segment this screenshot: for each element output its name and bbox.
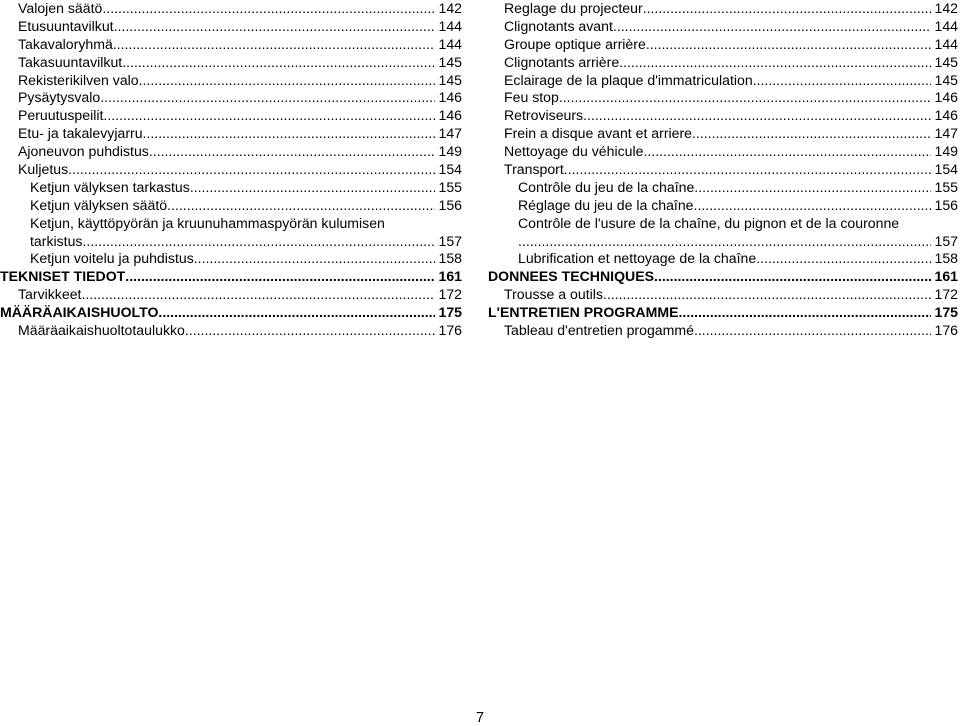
toc-entry-page: 144 xyxy=(934,35,958,52)
toc-entry-page: 146 xyxy=(438,107,462,124)
toc-section-heading xyxy=(0,304,462,322)
toc-entry xyxy=(488,143,958,161)
toc-entry-title: Groupe optique arrière xyxy=(504,35,646,52)
toc-entry-page: 155 xyxy=(438,178,462,195)
toc-entry-title: Tarvikkeet xyxy=(18,286,82,303)
toc-entry-page: 156 xyxy=(438,196,462,213)
toc-entry-page: 176 xyxy=(438,322,462,339)
toc-entry-title: Eclairage de la plaque d'immatriculation xyxy=(504,71,753,88)
toc-entry-page: 161 xyxy=(438,268,462,285)
toc-entry-title: Määräaikaishuoltotaulukko xyxy=(18,322,185,339)
toc-section-heading xyxy=(0,268,462,286)
toc-entry-page: 146 xyxy=(438,89,462,106)
toc-leader xyxy=(158,304,435,322)
toc-entry-page: 158 xyxy=(438,250,462,267)
toc-section-heading xyxy=(488,304,958,322)
toc-entry-title: Feu stop xyxy=(504,89,559,106)
toc-leader xyxy=(564,161,932,179)
toc-column-french xyxy=(488,0,958,340)
toc-leader xyxy=(643,0,932,18)
toc-leader xyxy=(143,125,436,143)
toc-entry-title: L'ENTRETIEN PROGRAMME xyxy=(488,304,679,321)
toc-entry-page: 172 xyxy=(438,286,462,303)
toc-leader xyxy=(68,161,435,179)
toc-entry-title: Ketjun voitelu ja puhdistus xyxy=(30,250,194,267)
toc-leader xyxy=(82,233,435,251)
toc-entry-title: Takasuuntavilkut xyxy=(18,53,123,70)
toc-entry-page: 147 xyxy=(934,125,958,142)
toc-entry-page: 157 xyxy=(438,232,462,249)
toc-entry-title: Frein a disque avant et arriere xyxy=(504,125,693,142)
toc-entry-title: Clignotants avant xyxy=(504,17,613,34)
toc-entry xyxy=(0,233,462,251)
toc-entry-title: Clignotants arrière xyxy=(504,53,620,70)
toc-entry xyxy=(488,54,958,72)
toc-entry-title: tarkistus xyxy=(30,232,83,249)
toc-entry xyxy=(0,89,462,107)
toc-entry xyxy=(488,233,958,251)
toc-leader xyxy=(139,72,436,90)
toc-leader xyxy=(756,250,931,268)
toc-entry xyxy=(0,161,462,179)
toc-leader xyxy=(113,36,436,54)
toc-leader xyxy=(643,143,931,161)
toc-leader xyxy=(694,179,931,197)
toc-leader xyxy=(125,268,435,286)
toc-entry xyxy=(0,322,462,340)
toc-entry-title: Lubrification et nettoyage de la chaîne xyxy=(518,250,757,267)
toc-leader xyxy=(122,54,435,72)
toc-entry xyxy=(0,72,462,90)
toc-entry xyxy=(0,125,462,143)
toc-entry-title: TEKNISET TIEDOT xyxy=(0,268,126,285)
toc-entry-page: 146 xyxy=(934,89,958,106)
toc-entry-wrapped-first-line xyxy=(0,215,462,233)
toc-entry-page: 154 xyxy=(438,161,462,178)
toc-entry xyxy=(488,322,958,340)
toc-entry-title: Etu- ja takalevyjarru xyxy=(18,125,143,142)
toc-entry xyxy=(0,179,462,197)
toc-entry-page: 145 xyxy=(438,71,462,88)
toc-entry xyxy=(488,36,958,54)
toc-leader xyxy=(694,197,932,215)
toc-entry xyxy=(0,197,462,215)
toc-entry xyxy=(488,250,958,268)
toc-leader xyxy=(694,322,932,340)
toc-leader xyxy=(518,233,931,251)
toc-entry-page: 175 xyxy=(934,304,958,321)
toc-entry xyxy=(0,250,462,268)
toc-entry-page: 147 xyxy=(438,125,462,142)
toc-entry-title: Contrôle du jeu de la chaîne xyxy=(518,178,695,195)
toc-entry-title: Ajoneuvon puhdistus xyxy=(18,143,149,160)
toc-section-heading xyxy=(488,268,958,286)
toc-entry-title: Ketjun välyksen tarkastus xyxy=(30,178,190,195)
toc-entry xyxy=(0,0,462,18)
toc-entry xyxy=(488,107,958,125)
toc-entry xyxy=(0,54,462,72)
toc-entry-page: 176 xyxy=(934,322,958,339)
toc-entry xyxy=(488,18,958,36)
toc-entry-page: 158 xyxy=(934,250,958,267)
toc-entry-page: 161 xyxy=(934,268,958,285)
toc-leader xyxy=(103,107,435,125)
toc-entry-page: 144 xyxy=(438,35,462,52)
toc-entry-title: Tableau d'entretien progammé xyxy=(504,322,694,339)
toc-entry xyxy=(488,72,958,90)
toc-entry-title: Contrôle de l'usure de la chaîne, du pignon et de la couronne xyxy=(518,214,900,231)
toc-entry xyxy=(488,89,958,107)
toc-entry xyxy=(488,125,958,143)
toc-leader xyxy=(583,107,931,125)
toc-entry-title: Pysäytysvalo xyxy=(18,89,101,106)
toc-entry-page: 142 xyxy=(438,0,462,16)
toc-entry-page: 155 xyxy=(934,178,958,195)
toc-entry-page: 142 xyxy=(934,0,958,16)
toc-entry-title: Etusuuntavilkut xyxy=(18,17,114,34)
toc-entry-title: Ketjun välyksen säätö xyxy=(30,196,168,213)
toc-entry xyxy=(0,36,462,54)
toc-entry xyxy=(488,0,958,18)
toc-leader xyxy=(613,18,932,36)
toc-entry-title: Takavaloryhmä xyxy=(18,35,113,52)
toc-leader xyxy=(194,250,436,268)
toc-entry-page: 144 xyxy=(438,17,462,34)
toc-leader xyxy=(190,179,436,197)
toc-entry-page: 149 xyxy=(934,143,958,160)
toc-entry xyxy=(488,197,958,215)
toc-leader xyxy=(185,322,436,340)
toc-entry-page: 145 xyxy=(934,53,958,70)
toc-leader xyxy=(679,304,932,322)
toc-leader xyxy=(167,197,435,215)
toc-entry-title: Retroviseurs xyxy=(504,107,584,124)
toc-entry xyxy=(0,286,462,304)
toc-entry-page: 144 xyxy=(934,17,958,34)
toc-leader xyxy=(692,125,931,143)
toc-entry-page: 175 xyxy=(438,304,462,321)
toc-leader xyxy=(654,268,931,286)
toc-leader xyxy=(646,36,932,54)
toc-leader xyxy=(559,89,932,107)
toc-entry xyxy=(0,18,462,36)
toc-entry-page: 157 xyxy=(934,232,958,249)
toc-entry-title: Transport xyxy=(504,161,564,178)
toc-entry-title: MÄÄRÄAIKAISHUOLTO xyxy=(0,304,159,321)
toc-entry xyxy=(488,161,958,179)
toc-entry-wrapped-first-line xyxy=(488,215,958,233)
toc-entry-title: Trousse a outils xyxy=(504,286,603,303)
toc-leader xyxy=(100,89,435,107)
toc-entry-title: Valojen säätö xyxy=(18,0,103,16)
toc-leader xyxy=(619,54,931,72)
page-number: 7 xyxy=(475,710,485,726)
toc-entry-title: Réglage du jeu de la chaîne xyxy=(518,196,694,213)
toc-leader xyxy=(102,0,435,18)
toc-leader xyxy=(114,18,436,36)
toc-leader xyxy=(603,286,932,304)
toc-entry-title: Peruutuspeilit xyxy=(18,107,104,124)
toc-entry xyxy=(0,107,462,125)
toc-column-finnish xyxy=(0,0,462,340)
toc-entry-title: Reglage du projecteur xyxy=(504,0,643,16)
toc-entry xyxy=(488,286,958,304)
toc-entry-page: 149 xyxy=(438,143,462,160)
toc-entry-page: 146 xyxy=(934,107,958,124)
toc-leader xyxy=(81,286,435,304)
toc-leader xyxy=(149,143,436,161)
toc-entry-page: 145 xyxy=(438,53,462,70)
toc-entry-title: Rekisterikilven valo xyxy=(18,71,139,88)
toc-entry-title: DONNEES TECHNIQUES xyxy=(488,268,655,285)
toc-entry-page: 156 xyxy=(934,196,958,213)
toc-entry-title: Ketjun, käyttöpyörän ja kruunuhammaspyörän kulumisen xyxy=(30,214,385,231)
toc-entry-title: Nettoyage du véhicule xyxy=(504,143,644,160)
toc-entry-page: 145 xyxy=(934,71,958,88)
toc-entry xyxy=(0,143,462,161)
toc-entry xyxy=(488,179,958,197)
toc-entry-page: 154 xyxy=(934,161,958,178)
toc-entry-page: 172 xyxy=(934,286,958,303)
toc-leader xyxy=(753,72,932,90)
toc-entry-title: Kuljetus xyxy=(18,161,69,178)
